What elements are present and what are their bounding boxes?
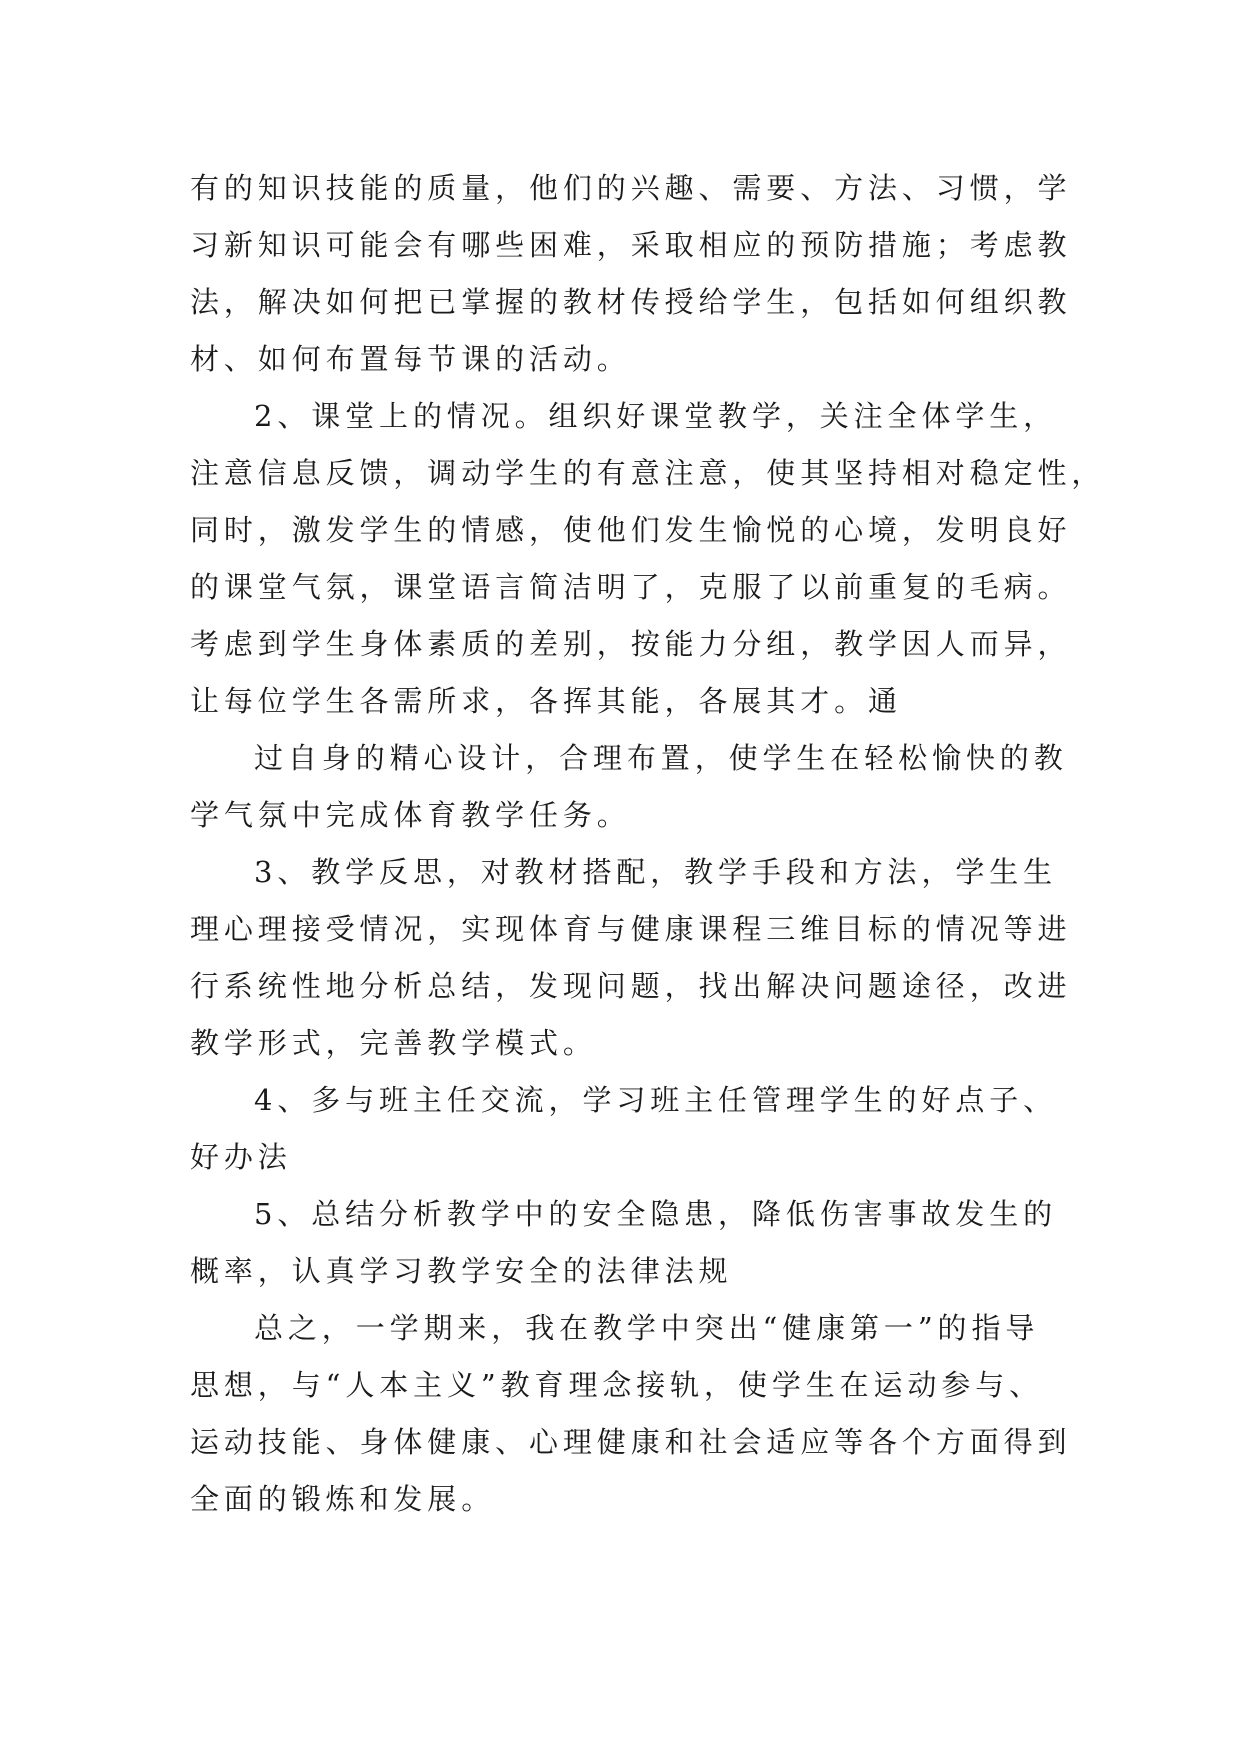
paragraph-start-line: 过自身的精心设计，合理布置，使学生在轻松愉快的教 [254,741,1068,775]
text-line: 让每位学生各需所求，各挥其能，各展其才。通 [190,684,902,718]
paragraph-start-line: 4、多与班主任交流，学习班主任管理学生的好点子、 [254,1083,1058,1117]
text-line: 同时，激发学生的情感，使他们发生愉悦的心境，发明良好 [190,513,1072,547]
text-line: 行系统性地分析总结，发现问题，找出解决问题途径，改进 [190,969,1072,1003]
paragraph-start-line: 总之，一学期来，我在教学中突出“健康第一”的指导 [254,1311,1040,1345]
paragraph-start-line: 2、课堂上的情况。组织好课堂教学，关注全体学生， [254,399,1058,433]
text-line: 思想，与“人本主义”教育理念接轨，使学生在运动参与、 [190,1368,1044,1402]
text-line: 学气氛中完成体育教学任务。 [190,798,631,832]
paragraph-start-line: 5、总结分析教学中的安全隐患，降低伤害事故发生的 [254,1197,1058,1231]
document-body [190,160,1106,1528]
text-line: 有的知识技能的质量，他们的兴趣、需要、方法、习惯，学 [190,171,1072,205]
text-line: 教学形式，完善教学模式。 [190,1026,597,1060]
text-line: 材、如何布置每节课的活动。 [190,342,631,376]
text-line: 的课堂气氛，课堂语言简洁明了，克服了以前重复的毛病。 [190,570,1072,604]
text-line: 理心理接受情况，实现体育与健康课程三维目标的情况等进 [190,912,1072,946]
text-line: 全面的锻炼和发展。 [190,1482,496,1516]
text-line: 概率，认真学习教学安全的法律法规 [190,1254,733,1288]
paragraph-start-line: 3、教学反思，对教材搭配，教学手段和方法，学生生 [254,855,1058,889]
text-line: 注意信息反馈，调动学生的有意注意，使其坚持相对稳定性， [190,456,1106,490]
text-line: 运动技能、身体健康、心理健康和社会适应等各个方面得到 [190,1425,1072,1459]
text-line: 考虑到学生身体素质的差别，按能力分组，教学因人而异， [190,627,1072,661]
text-line: 好办法 [190,1140,292,1174]
text-line: 习新知识可能会有哪些困难，采取相应的预防措施；考虑教 [190,228,1072,262]
text-line: 法，解决如何把已掌握的教材传授给学生，包括如何组织教 [190,285,1072,319]
